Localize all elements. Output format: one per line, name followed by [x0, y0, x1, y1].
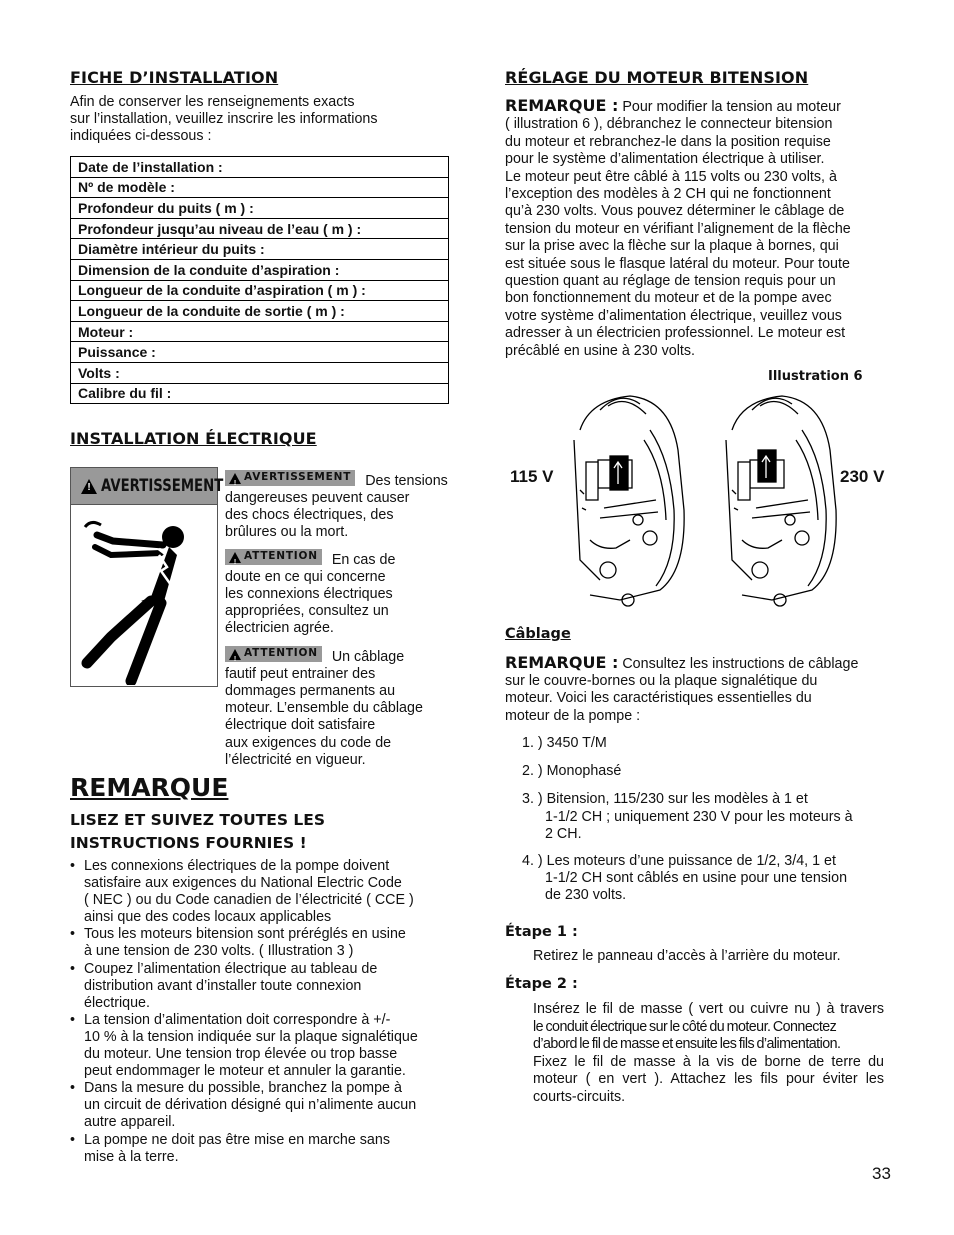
reglage-line: l’exception des modèles à 2 CH qui ne fonctionnent [505, 186, 831, 203]
warning-triangle-icon: ! [81, 479, 97, 494]
remarque-subtitle [70, 809, 325, 855]
etape2-line: courts-circuits. [533, 1088, 626, 1105]
reglage-line: bon fonctionnement du moteur et de la pompe avec [505, 290, 832, 307]
cablage-heading: Câblage [505, 626, 571, 642]
table-cell[interactable]: Date de l’installation : [71, 157, 449, 178]
electrique-heading: INSTALLATION ÉLECTRIQUE [70, 429, 317, 448]
warning-text: Des tensions [365, 472, 448, 489]
etape1-text: Retirez le panneau d’accès à l’arrière du moteur. [533, 948, 841, 964]
attention-text: appropriées, consultez un [225, 603, 389, 620]
remarque-title: REMARQUE [70, 773, 229, 802]
table-row [71, 157, 449, 178]
warning-triangle-icon: ! [229, 473, 241, 484]
reglage-line: Le moteur peut être câblé à 115 volts ou 230 volts, à [505, 168, 837, 185]
warning-text-block [225, 470, 455, 541]
table-row [71, 321, 449, 342]
attention-text: l’électricité en vigueur. [225, 751, 366, 768]
table-cell[interactable]: Nº de modèle : [71, 177, 449, 198]
fiche-intro-line: Afin de conserver les renseignements exacts [70, 94, 355, 110]
fiche-intro-line: indiquées ci-dessous : [70, 128, 212, 145]
attention-text-block [225, 646, 455, 769]
warning-text: dangereuses peuvent causer [225, 489, 410, 506]
attention-badge: ! ATTENTION [225, 646, 322, 662]
label-115v: 115 V [510, 467, 554, 486]
page-number: 33 [872, 1164, 891, 1183]
fiche-heading: FICHE D’INSTALLATION [70, 68, 279, 87]
etape1-heading: Étape 1 : [505, 924, 578, 940]
electric-shock-icon [71, 505, 217, 685]
reglage-line: question quant au réglage de tension requis pour un [505, 273, 836, 290]
reglage-line: du moteur et rebranchez-le dans la position requise [505, 133, 831, 150]
reglage-line: est située sous le flasque latéral du moteur. Pour toute [505, 255, 850, 272]
attention-text: les connexions électriques [225, 585, 393, 602]
list-item: • Dans la mesure du possible, branchez la pompe à un circuit de dérivation désigné qui n’alimente aucun autre appareil. [70, 1080, 460, 1131]
etape2-line: Insérez le fil de masse ( vert ou cuivre nu ) à travers [533, 1001, 884, 1017]
label-230v: 230 V [840, 467, 885, 486]
attention-text: En cas de [331, 551, 396, 568]
etape2-line: Fixez le fil de masse à la vis de borne de terre du [533, 1053, 884, 1070]
attention-text: doute en ce qui concerne [225, 568, 386, 585]
table-cell[interactable]: Puissance : [71, 342, 449, 363]
list-item: • Les connexions électriques de la pompe doivent satisfaire aux exigences du National Electric Code ( NEC ) ou du Code canadien de l’électricité ( CCE ) ainsi que des codes locaux applicables [70, 858, 460, 926]
etape2-text [533, 1001, 884, 1107]
table-cell[interactable]: Calibre du fil : [71, 383, 449, 404]
list-item: 3. ) Bitension, 115/230 sur les modèles à 1 et 1-1/2 CH ; uniquement 230 V pour les moteurs à 2 CH. [522, 791, 853, 842]
attention-text: moteur. L’ensemble du câblage [225, 700, 423, 717]
attention-badge: ! ATTENTION [225, 549, 322, 565]
cablage-items [522, 735, 892, 905]
warning-box [70, 467, 224, 687]
attention-text: fautif peut entrainer des [225, 665, 376, 682]
table-cell[interactable]: Diamètre intérieur du puits : [71, 239, 449, 260]
reglage-line: adresser à un électricien professionnel. Le moteur est [505, 325, 846, 342]
table-row [71, 198, 449, 219]
etape2-line: moteur ( en vert ). Attachez les fils pour éviter les [533, 1071, 884, 1088]
attention-text: aux exigences du code de [225, 734, 392, 751]
table-row [71, 301, 449, 322]
table-cell[interactable]: Volts : [71, 362, 449, 383]
remarque-subtitle-line: INSTRUCTIONS FOURNIES ! [70, 834, 307, 852]
attention-text: Un câblage [331, 648, 405, 665]
remarque-subtitle-line: LISEZ ET SUIVEZ TOUTES LES [70, 811, 326, 829]
remarque-label: REMARQUE : [505, 96, 619, 115]
reglage-line: ( illustration 6 ), débranchez le connecteur bitension [505, 116, 833, 133]
reglage-text [505, 97, 895, 360]
fiche-table [70, 156, 449, 404]
table-row [71, 177, 449, 198]
cablage-line: moteur de la pompe : [505, 707, 641, 724]
list-item: • Coupez l’alimentation électrique au tableau de distribution avant d’installer toute connexion électrique. [70, 961, 460, 1012]
table-row [71, 259, 449, 280]
table-row [71, 218, 449, 239]
table-row [71, 280, 449, 301]
cablage-line: Consultez les instructions de câblage [622, 656, 859, 672]
table-cell[interactable]: Longueur de la conduite d’aspiration ( m ) : [71, 280, 449, 301]
list-item: 1. ) 3450 T/M [522, 735, 607, 751]
table-cell[interactable]: Profondeur jusqu’au niveau de l’eau ( m ) : [71, 218, 449, 239]
table-cell[interactable]: Dimension de la conduite d’aspiration : [71, 259, 449, 280]
table-cell[interactable]: Profondeur du puits ( m ) : [71, 198, 449, 219]
table-cell[interactable]: Moteur : [71, 321, 449, 342]
fiche-intro [70, 94, 378, 146]
warning-text: des chocs électriques, des [225, 506, 394, 523]
attention-text-block [225, 549, 455, 638]
list-item: 4. ) Les moteurs d’une puissance de 1/2, 3/4, 1 et 1-1/2 CH sont câblés en usine pour une tension de 230 volts. [522, 853, 848, 904]
warning-triangle-icon: ! [229, 552, 241, 563]
cablage-line: moteur. Voici les caractéristiques essentielles du [505, 690, 812, 707]
list-item: 2. ) Monophasé [522, 763, 622, 780]
terminal-board-230v-image [712, 390, 852, 610]
reglage-line: votre système d’alimentation électrique, veuillez vous [505, 307, 842, 324]
warning-box-header [71, 468, 224, 505]
attention-text: dommages permanents au [225, 682, 396, 699]
warning-box-title: AVERTISSEMENT [101, 476, 224, 496]
etape2-line: d’abord le fil de masse et ensuite les fils d’alimentation. [533, 1036, 841, 1053]
fiche-intro-line: sur l’installation, veuillez inscrire les informations [70, 111, 378, 128]
reglage-line: pour le système d’alimentation électrique à utiliser. [505, 151, 825, 168]
reglage-line: qu’à 230 volts. Vous pouvez déterminer le câblage de [505, 203, 845, 220]
table-row [71, 383, 449, 404]
etape2-heading: Étape 2 : [505, 976, 578, 992]
table-row [71, 362, 449, 383]
etape2-line: le conduit électrique sur le côté du moteur. Connectez [533, 1018, 837, 1035]
terminal-board-115v-image [560, 390, 700, 610]
reglage-heading: RÉGLAGE DU MOTEUR BITENSION [505, 68, 809, 87]
list-item: • La tension d’alimentation doit correspondre à +/- 10 % à la tension indiquée sur la plaque signalétique du moteur. Une tension trop élevée ou trop basse peut endommager le moteur et annuler la garantie. [70, 1012, 460, 1080]
reglage-line: Pour modifier la tension au moteur [622, 99, 841, 115]
cablage-text [505, 654, 900, 725]
list-item: • Tous les moteurs bitension sont préréglés en usine à une tension de 230 volts. ( Illustration 3 ) [70, 926, 460, 960]
warning-badge: ! AVERTISSEMENT [225, 470, 355, 486]
reglage-line: tension du moteur en vérifiant l’alignement de la flèche [505, 220, 851, 237]
reglage-line: sur la prise avec la flèche sur la plaque à bornes, qui [505, 238, 839, 255]
attention-text: électrique doit satisfaire [225, 717, 376, 734]
reglage-line: précâblé en usine à 230 volts. [505, 342, 695, 359]
attention-text: électricien agrée. [225, 620, 334, 637]
cablage-line: sur le couvre-bornes ou la plaque signalétique du [505, 673, 818, 690]
warning-triangle-icon: ! [229, 649, 241, 660]
remarque-label: REMARQUE : [505, 653, 619, 672]
remarque-bullets [70, 858, 460, 1166]
list-item: • La pompe ne doit pas être mise en marche sans mise à la terre. [70, 1132, 460, 1166]
illustration-caption: Illustration 6 [768, 369, 863, 384]
table-row [71, 342, 449, 363]
warning-text: brûlures ou la mort. [225, 524, 349, 541]
table-row [71, 239, 449, 260]
table-cell[interactable]: Longueur de la conduite de sortie ( m ) : [71, 301, 449, 322]
